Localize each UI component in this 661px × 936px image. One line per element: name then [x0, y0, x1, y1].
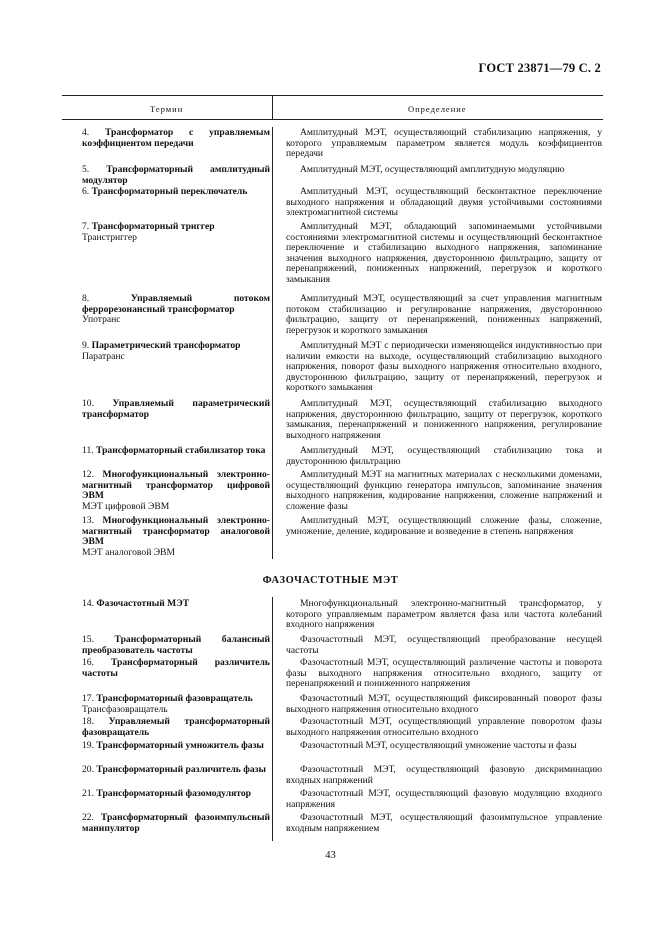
term-definition: Амплитудный МЭТ на магнитных материалах с несколькими доменами, осуществляющий функцию генератора импульсов, запоминание значения выходного напряжения, кодирование напряжения, сложение напряжений и сложение фазы [286, 469, 602, 512]
term-cell [82, 765, 270, 776]
table-top-rule [62, 95, 603, 96]
term-definition: Амплитудный МЭТ с периодически изменяющейся индуктивностью при наличии емкости на выходе, осуществляющий стабилизацию выходного напряжения, поворот фазы выходного напряжения относительно входного, двустороннюю фильтрацию, защиту от перенапряжений, перегрузок и короткого замыкания [286, 340, 602, 394]
term-number: 7. [82, 221, 90, 232]
term-cell [82, 717, 270, 738]
term-cell [82, 516, 270, 558]
document-header: ГОСТ 23871—79 С. 2 [478, 61, 601, 75]
term-number: 17. [82, 693, 94, 704]
section-title: ФАЗОЧАСТОТНЫЕ МЭТ [262, 575, 399, 586]
term-name: Многофункциональный электронно-магнитный трансформатор аналоговой ЭВМ [82, 515, 270, 548]
term-definition: Амплитудный МЭТ, осуществляющий стабилизацию напряжения, у которого управляемым параметром является модуль коэффициентов передачи [286, 127, 602, 160]
column-header-definition: Определение [408, 104, 467, 114]
term-definition: Амплитудный МЭТ, осуществляющий сложение фазы, сложение, умножение, деление, кодирование и возведение в степень напряжения [286, 515, 602, 537]
term-definition: Амплитудный МЭТ, осуществляющий бесконтактное переключение выходного напряжения и обладающий двумя устойчивыми состояниями электромагнитной системы [286, 186, 602, 219]
term-synonym: Транстриггер [82, 231, 137, 243]
term-number: 12. [82, 469, 94, 480]
term-definition: Амплитудный МЭТ, обладающий запоминаемыми устойчивыми состояниями электромагнитной системы и осуществляющий бесконтактное переключение и стабилизацию выходного напряжения, запоминание значения выходного напряжения, двустороннюю фильтрацию, защиту от перенапряжений, пониженных напряжений, перегрузок и короткого замыкания [286, 221, 602, 285]
term-synonym: Употранс [82, 314, 121, 326]
term-name: Трансформаторный стабилизатор тока [96, 445, 266, 456]
term-number: 18. [82, 716, 94, 727]
term-number: 8. [82, 293, 90, 304]
term-number: 21. [82, 788, 94, 799]
column-header-term: Термин [150, 104, 184, 114]
column-divider-block-1 [272, 127, 273, 559]
term-name: Трансформаторный балансный преобразователь частоты [82, 634, 270, 656]
term-name: Управляемый потоком феррорезонансный трансформатор [82, 293, 270, 315]
term-name: Трансформаторный триггер [91, 221, 215, 232]
term-name: Управляемый трансформаторный фазовращатель [82, 716, 270, 738]
column-divider-block-2 [272, 597, 273, 841]
page-number: 43 [325, 850, 336, 861]
term-name: Трансформаторный амплитудный модулятор [82, 164, 270, 186]
term-name: Трансформатор с управляемым коэффициентом передачи [82, 127, 270, 149]
term-number: 6. [82, 186, 90, 197]
term-cell [82, 658, 270, 679]
term-name: Многофункциональный электронно-магнитный трансформатор цифровой ЭВМ [82, 469, 270, 502]
term-cell [82, 222, 270, 243]
term-cell [82, 599, 270, 610]
term-cell [82, 399, 270, 420]
term-cell [82, 187, 270, 198]
term-number: 10. [82, 398, 94, 409]
term-cell [82, 128, 270, 149]
column-divider-header [272, 95, 273, 119]
term-name: Трансформаторный переключатель [91, 186, 248, 197]
term-name: Управляемый параметрический трансформатор [82, 398, 270, 420]
table-header-rule [62, 119, 603, 120]
term-number: 19. [82, 740, 94, 751]
term-definition: Фазочастотный МЭТ, осуществляющий управление поворотом фазы выходного напряжения относительно входного [286, 716, 602, 738]
term-definition: Амплитудный МЭТ, осуществляющий амплитудную модуляцию [300, 164, 565, 175]
term-synonym: Паратранс [82, 350, 125, 362]
term-number: 9. [82, 340, 90, 351]
term-number: 11. [82, 445, 94, 456]
term-definition: Амплитудный МЭТ, осуществляющий за счет управления магнитным потоком стабилизацию и регулирование напряжения, двустороннюю фильтрацию, защиту от перенапряжений, пониженных напряжений, перегрузок и короткого замыкания [286, 293, 602, 336]
term-definition: Многофункциональный электронно-магнитный трансформатор, у которого управляемым параметром является фаза или частота колебаний входного напряжения [286, 598, 602, 631]
term-number: 14. [82, 598, 94, 609]
term-name: Трансформаторный умножитель фазы [96, 740, 264, 751]
term-synonym: МЭТ аналоговой ЭВМ [82, 546, 175, 558]
term-name: Трансформаторный фазомодулятор [96, 788, 252, 799]
term-synonym: Трансфазовращатель [82, 703, 168, 715]
term-name: Трансформаторный различитель фазы [96, 764, 266, 775]
term-name: Трансформаторный фазовращатель [96, 693, 253, 704]
term-definition: Фазочастотный МЭТ, осуществляющий фиксированный поворот фазы выходного напряжения относительно входного [286, 693, 602, 715]
term-cell [82, 294, 270, 326]
term-definition: Фазочастотный МЭТ, осуществляющий фазоимпульсное управление входным напряжением [286, 812, 602, 834]
term-number: 5. [82, 164, 90, 175]
term-cell [82, 165, 270, 186]
term-cell [82, 741, 270, 752]
term-number: 22. [82, 812, 94, 823]
term-cell [82, 789, 270, 800]
term-definition: Фазочастотный МЭТ, осуществляющий различение частоты и поворота фазы выходного напряжения относительно входного, защиту от перенапряжений и пониженного напряжения [286, 657, 602, 690]
term-definition: Фазочастотный МЭТ, осуществляющий преобразование несущей частоты [286, 634, 602, 656]
term-definition: Фазочастотный МЭТ, осуществляющий фазовую модуляцию входного напряжения [286, 788, 602, 810]
term-number: 16. [82, 657, 94, 668]
term-name: Трансформаторный различитель частоты [82, 657, 270, 679]
term-name: Трансформаторный фазоимпульсный манипулятор [82, 812, 270, 834]
term-definition: Фазочастотный МЭТ, осуществляющий фазовую дискриминацию входных напряжений [286, 764, 602, 786]
term-definition: Фазочастотный МЭТ, осуществляющий умножение частоты и фазы [300, 740, 577, 751]
term-definition: Амплитудный МЭТ, осуществляющий стабилизацию тока и двустороннюю фильтрацию [286, 445, 602, 467]
term-cell [82, 694, 270, 715]
term-name: Фазочастотный МЭТ [96, 598, 190, 609]
term-cell [82, 446, 270, 457]
term-name: Параметрический трансформатор [91, 340, 241, 351]
term-cell [82, 341, 270, 362]
term-definition: Амплитудный МЭТ, осуществляющий стабилизацию выходного напряжения, двустороннюю фильтрацию, защиту от перегрузок, короткого замыкания, перенапряжений и пониженного напряжения, регулирование выходного напряжения [286, 398, 602, 441]
term-number: 20. [82, 764, 94, 775]
term-number: 15. [82, 634, 94, 645]
term-number: 4. [82, 127, 90, 138]
term-cell [82, 470, 270, 512]
term-number: 13. [82, 515, 94, 526]
term-cell [82, 813, 270, 834]
term-synonym: МЭТ цифровой ЭВМ [82, 500, 170, 512]
term-cell [82, 635, 270, 656]
